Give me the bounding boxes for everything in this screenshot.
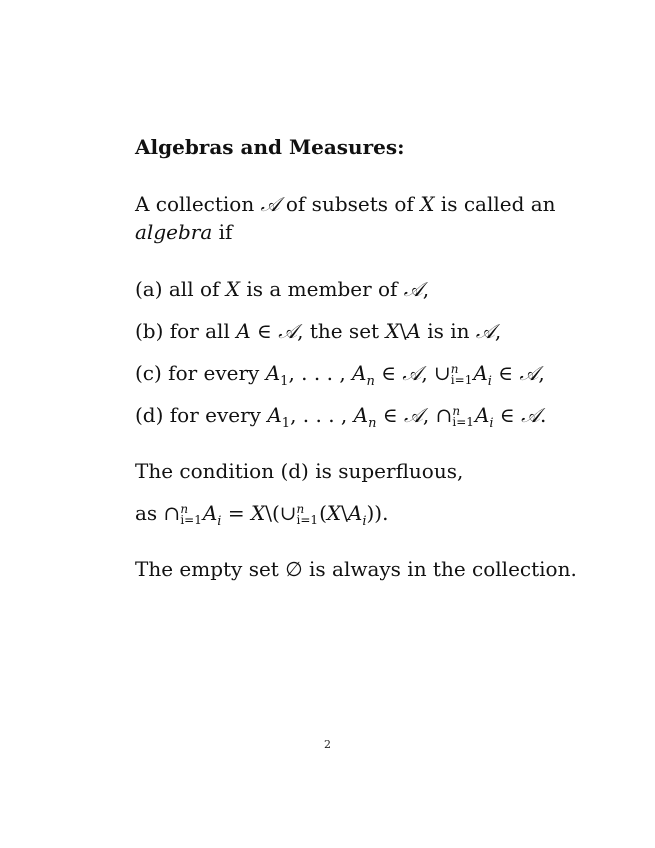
var-x: X [420, 192, 435, 216]
de-morgan-line: as ∩ n i=1 $A_i$ = X\(∪ n i=1 $(X\backslash A_i)$). [135, 501, 389, 529]
intro-line-1: A collection 𝒜 of subsets of X is called an [135, 192, 556, 216]
condition-a: (a) all of X is a member of 𝒜, [135, 277, 430, 301]
calligraphic-a: 𝒜 [260, 192, 280, 216]
section-heading: Algebras and Measures: [135, 135, 405, 159]
union-symbol: ∪ [434, 361, 451, 385]
empty-set-line: The empty set ∅ is always in the collection. [135, 557, 577, 581]
algebra-term: algebra [135, 220, 213, 244]
page-number: 2 [324, 738, 331, 751]
condition-c: (c) for every $A_1$, . . . , $A_n$ ∈ 𝒜, ∪ n i=1 $A_i$ ∈ 𝒜, [135, 361, 545, 389]
intersection-symbol: ∩ [435, 403, 453, 427]
superfluous-note: The condition (d) is superfluous, [135, 459, 464, 483]
condition-d: (d) for every $A_1$, . . . , $A_n$ ∈ 𝒜, ∩ n i=1 $A_i$ ∈ 𝒜. [135, 403, 547, 431]
intro-line-2: algebra if [135, 220, 233, 244]
condition-b: (b) for all A ∈ 𝒜, the set X\A is in 𝒜, [135, 319, 502, 343]
empty-set-symbol: ∅ [285, 557, 303, 581]
